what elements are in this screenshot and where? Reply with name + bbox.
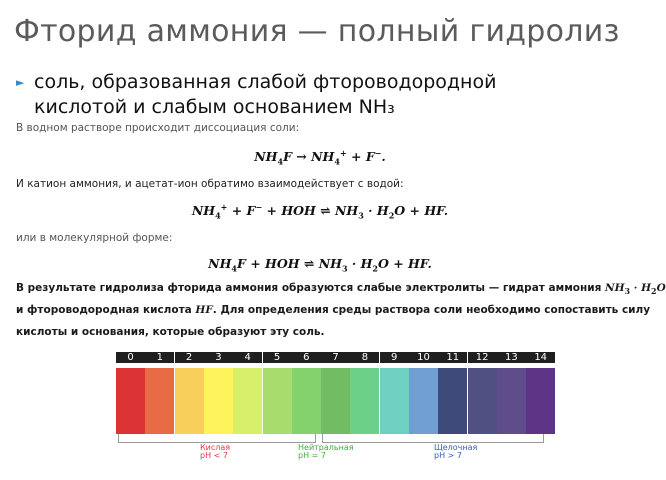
dissociation-intro: В водном растворе происходит диссоциация соли: <box>16 122 300 134</box>
acid-condition: pH < 7 <box>200 451 228 460</box>
ph-number-10: 10 <box>409 352 438 363</box>
ph-number-0: 0 <box>116 352 145 363</box>
bullet-text: соль, образованная слабой фтороводородной кислотой и слабым основанием NH₃ <box>34 71 497 118</box>
ph-number-1: 1 <box>145 352 174 363</box>
result-text-1: В результате гидролиза фторида аммония образуются слабые электролиты — гидрат аммония <box>16 282 602 294</box>
ph-bar-11 <box>438 368 467 434</box>
result-text-3: . Для определения среды раствора соли необходимо сопоставить силу <box>212 304 651 316</box>
alkaline-brace <box>322 434 544 443</box>
result-line-2 <box>16 304 650 316</box>
ph-number-13: 13 <box>497 352 526 363</box>
interaction-text: И катион аммония, и ацетат-ион обратимо взаимодействует с водой: <box>16 178 404 190</box>
bullet-arrow-icon: ► <box>16 76 25 89</box>
ph-bar-10 <box>409 368 438 434</box>
ph-numbers-row <box>116 352 556 366</box>
ph-bar-2 <box>175 368 204 434</box>
ph-number-12: 12 <box>468 352 497 363</box>
ph-bar-14 <box>526 368 555 434</box>
dissociation-equation: $NH_4F \to NH_4^+ + F^-$. <box>254 148 386 167</box>
ph-number-2: 2 <box>175 352 204 363</box>
ionic-hydrolysis-equation: $NH_4^+ + F^-$ + HOH ⇌ $NH_3 \cdot H_2O$ + HF. <box>191 202 449 221</box>
ph-number-9: 9 <box>380 352 409 363</box>
molecular-hydrolysis-equation: $NH_4F$ + HOH ⇌ $NH_3 \cdot H_2O$ + HF. <box>208 256 432 274</box>
ph-bar-0 <box>116 368 145 434</box>
ph-number-8: 8 <box>350 352 379 363</box>
ph-number-14: 14 <box>526 352 555 363</box>
ph-number-4: 4 <box>233 352 262 363</box>
alkaline-zone-label <box>434 444 477 460</box>
neutral-zone-label <box>298 444 354 460</box>
ph-bar-1 <box>145 368 174 434</box>
ph-number-3: 3 <box>204 352 233 363</box>
ph-bar-12 <box>468 368 497 434</box>
ph-color-bars <box>116 368 556 434</box>
neutral-label: Нейтральная <box>298 443 354 452</box>
ph-number-7: 7 <box>321 352 350 363</box>
ph-bar-7 <box>321 368 350 434</box>
ammonia-hydrate-formula: $NH_3 \cdot H_2O$ <box>605 282 666 297</box>
ph-bar-9 <box>380 368 409 434</box>
alkaline-label: Щелочная <box>434 443 478 452</box>
ph-bar-8 <box>350 368 379 434</box>
alkaline-condition: pH > 7 <box>434 451 462 460</box>
ph-bar-5 <box>263 368 292 434</box>
ph-number-6: 6 <box>292 352 321 363</box>
molecular-form-text: или в молекулярной форме: <box>16 232 173 244</box>
acid-label: Кислая <box>200 443 231 452</box>
result-line-1 <box>16 282 666 296</box>
ph-number-5: 5 <box>263 352 292 363</box>
ph-bar-4 <box>233 368 262 434</box>
hf-formula: HF <box>195 304 213 316</box>
slide-title: Фторид аммония — полный гидролиз <box>14 14 620 49</box>
acid-brace <box>118 434 316 443</box>
ph-number-11: 11 <box>438 352 467 363</box>
result-text-2: и фтороводородная кислота <box>16 304 192 316</box>
bullet-point <box>16 70 616 122</box>
ph-bar-3 <box>204 368 233 434</box>
acid-zone-label <box>200 444 230 460</box>
result-line-3: кислоты и основания, которые образуют эту соль. <box>16 326 325 338</box>
neutral-condition: pH = 7 <box>298 451 326 460</box>
ph-bar-6 <box>292 368 321 434</box>
ph-scale <box>108 348 560 460</box>
ph-bar-13 <box>497 368 526 434</box>
